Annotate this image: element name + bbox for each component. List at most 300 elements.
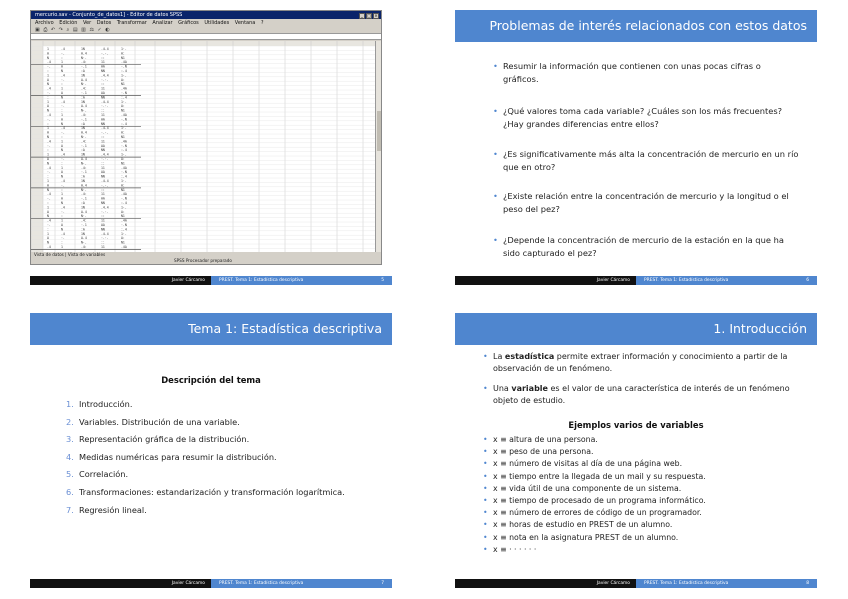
grid-cell-glyph: .4A — [121, 192, 127, 197]
grid-cell-glyph: .4A — [121, 165, 127, 170]
grid-cell-glyph: :: — [101, 187, 105, 192]
grid-cell-glyph: N·. — [81, 135, 87, 139]
grid-cell-glyph: 1·. — [121, 47, 127, 51]
grid-cell-glyph: N — [47, 161, 49, 166]
grid-cell-glyph: : — [61, 240, 63, 245]
grid-cell-glyph: 1 — [47, 179, 49, 183]
bullet-item — [493, 105, 799, 130]
grid-cell-glyph: A — [47, 77, 49, 82]
grid-cell-glyph: A — [47, 183, 49, 188]
grid-cell-glyph: N·. — [81, 187, 87, 192]
topic-item — [66, 399, 366, 410]
bullet-item — [483, 383, 801, 407]
topic-text: Medidas numéricas para resumir la distribución. — [79, 451, 277, 462]
footer — [30, 276, 392, 285]
bullet-text: La — [493, 352, 505, 361]
grid-cell-glyph: :.4 — [121, 69, 127, 73]
examples-title: Ejemplos varios de variables — [568, 420, 704, 430]
grid-cell-glyph: ·.·. — [101, 51, 109, 56]
bullet-icon: • — [483, 520, 488, 530]
spss-toolbar[interactable]: ▣ ⎙ ↶ ↷ ⌕ ▤ ▥ ⚖ ✓ ◐ — [31, 27, 381, 34]
topic-text: Representación gráfica de la distribución. — [79, 434, 250, 445]
grid-cell-glyph: 11 — [101, 86, 105, 91]
topic-text: Transformaciones: estandarización y transformación logarítmica. — [79, 486, 345, 497]
bullet-icon: • — [483, 447, 488, 457]
grid-cell-glyph: N1 — [121, 108, 125, 113]
grid-cell-glyph: ·.N — [121, 223, 127, 227]
example-item — [483, 507, 801, 519]
grid-cell-glyph: .4A — [121, 139, 127, 144]
grid-cell-glyph: NN — [101, 95, 105, 100]
grid-cell-glyph: A — [61, 196, 63, 201]
grid-cell-glyph: A — [61, 170, 63, 175]
grid-cell-glyph: AA — [101, 91, 105, 95]
example-text: x ≡ · · · · · · — [493, 544, 537, 554]
grid-cell-glyph: :A — [81, 174, 85, 179]
grid-cell-glyph: .4 — [47, 86, 51, 91]
scrollbar-thumb[interactable] — [377, 111, 381, 151]
grid-cell-glyph: .4: — [81, 60, 87, 65]
grid-cell-glyph: A — [61, 223, 63, 227]
topic-list — [66, 399, 366, 522]
footer — [455, 579, 817, 588]
grid-cell-glyph: :.4 — [121, 148, 127, 153]
grid-cell-glyph: 1N — [81, 152, 85, 157]
grid-cell-glyph: A: — [121, 236, 125, 241]
footer-author: Javier Cárcamo — [30, 276, 211, 285]
grid-cell-glyph: .4 — [47, 165, 51, 170]
bullet-icon: • — [483, 471, 488, 481]
grid-cell-glyph: .4 — [47, 218, 51, 223]
grid-cell-glyph: 1N — [81, 231, 85, 236]
grid-cell-glyph: 1 — [61, 86, 63, 91]
grid-cell-glyph: ·.N — [121, 196, 127, 201]
grid-cell-glyph: .4 — [61, 152, 65, 157]
grid-cell-glyph: N·. — [81, 82, 87, 87]
footer-course — [636, 579, 817, 588]
grid-cell-glyph: A: — [121, 104, 125, 109]
grid-cell-glyph: ·. — [61, 209, 65, 214]
keyword-estadistica: estadística — [504, 352, 555, 361]
grid-cell-glyph: 1 — [61, 139, 63, 144]
grid-cell-glyph: ·.1 — [81, 64, 87, 69]
grid-cell-glyph: 11 — [101, 245, 105, 249]
topic-text: Regresión lineal. — [79, 504, 147, 515]
example-text: x ≡ tiempo de procesado de un programa informático. — [493, 495, 706, 505]
grid-cell-glyph: : — [47, 69, 49, 73]
grid-cell-glyph: : — [47, 174, 49, 179]
footer-course — [211, 276, 392, 285]
grid-cell-glyph: 1 — [47, 99, 49, 104]
grid-cell-glyph: .4 — [61, 47, 65, 51]
grid-cell-glyph: .4A — [121, 218, 127, 223]
topic-item — [66, 452, 366, 463]
grid-cell-glyph: AA — [101, 117, 105, 122]
spss-data-grid[interactable] — [31, 41, 381, 253]
grid-cell-glyph: ·. — [47, 196, 51, 201]
grid-cell-glyph: ·.N — [121, 117, 127, 122]
grid-cell-glyph: ·. — [61, 104, 65, 109]
grid-cell-glyph: : — [61, 55, 63, 60]
grid-cell-glyph: NN — [101, 69, 105, 73]
grid-cell-glyph: .4.4 — [101, 231, 109, 236]
grid-cell-glyph: 1·. — [121, 126, 127, 131]
bullet-text: ¿Es significativamente más alta la concentración de mercurio en un río que en otro? — [503, 149, 799, 172]
footer-author: Javier Cárcamo — [455, 276, 636, 285]
slide-8 — [455, 313, 817, 588]
grid-cell-glyph: A.4 — [81, 183, 87, 188]
grid-cell-glyph: 11 — [101, 165, 105, 170]
page-number: 8 — [806, 581, 809, 586]
spss-window — [30, 10, 382, 265]
grid-cell-glyph: 1 — [61, 60, 63, 65]
grid-cell-glyph: ·. — [47, 117, 51, 122]
grid-cell-glyph: .4.4 — [101, 47, 109, 51]
slide-title: Problemas de interés relacionados con estos datos — [455, 10, 817, 42]
grid-cell-glyph: A — [47, 51, 49, 56]
topic-item — [66, 487, 366, 498]
grid-cell-glyph: A — [47, 209, 49, 214]
grid-cell-glyph: N — [61, 227, 63, 232]
topic-number: 2. — [66, 416, 74, 427]
bullet-icon: • — [493, 61, 498, 71]
grid-cell-glyph: N — [47, 214, 49, 219]
grid-cell-glyph: 1 — [61, 218, 63, 223]
footer-author: Javier Cárcamo — [30, 579, 211, 588]
bullet-item — [493, 190, 799, 215]
grid-cell-glyph: .4 — [47, 139, 51, 144]
topic-number: 3. — [66, 434, 74, 445]
vertical-scrollbar[interactable] — [375, 41, 381, 253]
grid-cell-glyph: : — [47, 95, 49, 100]
grid-cell-glyph: .4A — [121, 86, 127, 91]
grid-cell-glyph: : — [47, 121, 49, 126]
spss-menu-bar[interactable]: Archivo Edición Ver Datos Transformar Analizar Gráficos Utilidades Ventana ? — [35, 20, 264, 26]
grid-cell-glyph: N — [61, 148, 63, 153]
grid-cell-glyph: A — [47, 236, 49, 241]
grid-cell-glyph: : — [61, 161, 63, 166]
example-item — [483, 495, 801, 507]
grid-cell-glyph: .4: — [81, 139, 87, 144]
bullet-icon: • — [493, 191, 498, 201]
grid-cell-glyph: : — [61, 108, 63, 113]
grid-cell-glyph: .4.4 — [101, 73, 109, 78]
footer-course-text: PREST. Tema 1: Estadística descriptiva — [219, 581, 304, 586]
footer — [30, 579, 392, 588]
grid-cell-glyph: :.4 — [121, 121, 127, 126]
grid-cell-glyph: 1·. — [121, 152, 127, 157]
bullet-item — [493, 234, 799, 259]
grid-cell-glyph: NN — [101, 148, 105, 153]
bullet-icon: • — [483, 352, 488, 361]
grid-cell-glyph: A — [61, 91, 63, 95]
footer-course — [636, 276, 817, 285]
grid-cell-glyph: ·. — [61, 236, 65, 241]
status-text: SPSS Procesador preparado — [174, 258, 232, 263]
grid-cell-glyph: 1 — [61, 192, 63, 197]
grid-cell-glyph: .4A — [121, 113, 127, 117]
footer-course-text: PREST. Tema 1: Estadística descriptiva — [219, 278, 304, 283]
grid-cell-glyph: :.4 — [121, 201, 127, 205]
page-number: 7 — [381, 581, 384, 586]
grid-cell-glyph: .4.4 — [101, 205, 109, 210]
topic-item — [66, 417, 366, 428]
grid-cell-glyph: .4A — [121, 60, 127, 65]
bullet-icon: • — [483, 495, 488, 505]
slide-7 — [30, 313, 392, 588]
grid-cell-glyph: A: — [121, 77, 125, 82]
grid-cell-glyph: : — [61, 214, 63, 219]
column-header-row — [31, 41, 381, 46]
grid-cell-glyph: .4 — [61, 179, 65, 183]
bullet-icon: • — [483, 459, 488, 469]
spss-status-area — [31, 252, 381, 264]
grid-cell-glyph: 1 — [61, 165, 63, 170]
bullet-item — [483, 351, 801, 375]
footer — [455, 276, 817, 285]
grid-cell-glyph: N — [61, 174, 63, 179]
grid-cell-glyph: 1N — [81, 126, 85, 131]
example-text: x ≡ altura de una persona. — [493, 435, 598, 444]
grid-cell-glyph: N — [61, 121, 63, 126]
bullet-icon: • — [493, 149, 498, 159]
topic-text: Variables. Distribución de una variable. — [79, 416, 240, 427]
page-number: 5 — [381, 278, 384, 283]
grid-cell-glyph: .4: — [81, 218, 87, 223]
grid-cell-glyph: 11 — [101, 192, 105, 197]
grid-cell-glyph: ·. — [61, 77, 65, 82]
grid-cell-glyph: .4: — [81, 245, 87, 249]
grid-cell-glyph: .4 — [61, 73, 65, 78]
grid-cell-glyph: N·. — [81, 214, 87, 219]
grid-cell-glyph: ·.·. — [101, 236, 109, 241]
topic-item — [66, 505, 366, 516]
example-text: x ≡ número de errores de código de un programador. — [493, 508, 702, 518]
grid-cell-glyph: 1N — [81, 99, 85, 104]
grid-cell-glyph: : — [61, 82, 63, 87]
bullet-text: Resumir la información que contienen con unas pocas cifras o gráficos. — [503, 61, 761, 84]
example-item — [483, 458, 801, 470]
grid-cell-glyph: ·.1 — [81, 196, 87, 201]
grid-cell-glyph: .4 — [47, 245, 51, 249]
grid-cell-glyph: ·. — [61, 130, 65, 135]
topic-number: 1. — [66, 399, 74, 409]
grid-cell-glyph: .4 — [47, 192, 51, 197]
grid-cell-glyph: N·. — [81, 108, 87, 113]
grid-cell-glyph: .4.4 — [101, 99, 109, 104]
grid-cell-glyph: .4 — [47, 60, 51, 65]
slide-6 — [455, 10, 817, 285]
grid-cell-glyph: ·.·. — [101, 209, 109, 214]
footer-course — [211, 579, 392, 588]
bullet-item — [493, 60, 799, 85]
grid-cell-glyph: A — [61, 64, 63, 69]
bullet-text: Una — [493, 384, 512, 393]
grid-cell-glyph: N1 — [121, 214, 125, 219]
footer-course-text: PREST. Tema 1: Estadística descriptiva — [644, 278, 729, 283]
spss-title-bar — [31, 11, 381, 19]
example-item — [483, 483, 801, 495]
grid-cell-glyph: : — [61, 135, 63, 139]
grid-cell-glyph: 1·. — [121, 231, 127, 236]
topic-number: 6. — [66, 486, 74, 497]
bullet-icon: • — [483, 483, 488, 493]
grid-cell-glyph: N — [47, 187, 49, 192]
grid-cell-glyph: NN — [101, 174, 105, 179]
grid-cell-glyph: A.4 — [81, 51, 87, 56]
slide-5 — [30, 10, 392, 285]
topic-number: 4. — [66, 451, 74, 462]
grid-cell-glyph: A.4 — [81, 130, 87, 135]
grid-cell-glyph: :: — [101, 240, 105, 245]
grid-cell-glyph: :A — [81, 227, 85, 232]
grid-cell-glyph: 1 — [47, 126, 49, 131]
grid-cell-glyph: N — [61, 95, 63, 100]
bullet-icon: • — [493, 235, 498, 245]
grid-cell-glyph: N — [47, 55, 49, 60]
grid-cell-glyph: A.4 — [81, 77, 87, 82]
grid-cell-glyph: N·. — [81, 240, 87, 245]
grid-cell-glyph: : — [61, 187, 63, 192]
grid-cell-glyph: N·. — [81, 55, 87, 60]
example-item — [483, 544, 801, 556]
grid-cell-glyph: :A — [81, 201, 85, 205]
grid-cell-glyph: N1 — [121, 82, 125, 87]
grid-cell-glyph: ·.N — [121, 91, 127, 95]
bullet-icon: • — [493, 106, 498, 116]
grid-cell-glyph: 11 — [101, 113, 105, 117]
grid-cell-glyph: 1 — [61, 113, 63, 117]
grid-cell-glyph: N·. — [81, 161, 87, 166]
example-item — [483, 519, 801, 531]
example-text: x ≡ horas de estudio en PREST de un alumno. — [493, 520, 673, 530]
grid-cell-glyph: N1 — [121, 187, 125, 192]
grid-cell-glyph: AA — [101, 170, 105, 175]
grid-cell-glyph: .4 — [47, 113, 51, 117]
grid-cell-glyph: ·.1 — [81, 170, 87, 175]
grid-cell-glyph: :: — [101, 108, 105, 113]
grid-cell-glyph: : — [47, 201, 49, 205]
slide-title: Tema 1: Estadística descriptiva — [30, 313, 392, 345]
close-icon[interactable]: × — [374, 13, 378, 18]
grid-cell-glyph: :: — [101, 214, 105, 219]
grid-cell-glyph: 1·. — [121, 179, 127, 183]
page-number: 6 — [806, 278, 809, 283]
topic-number: 7. — [66, 504, 74, 515]
grid-cell-glyph: A — [47, 130, 49, 135]
example-text: x ≡ peso de una persona. — [493, 447, 594, 457]
grid-cell-glyph: ·.1 — [81, 91, 87, 95]
grid-cell-glyph: 1 — [47, 205, 49, 210]
grid-cell-glyph: ·.·. — [101, 130, 109, 135]
grid-cell-glyph: ·. — [47, 170, 51, 175]
example-item — [483, 471, 801, 483]
grid-cell-glyph: ·.1 — [81, 223, 87, 227]
grid-cell-glyph: :.4 — [121, 174, 127, 179]
examples-list — [483, 434, 801, 556]
bullet-item — [493, 148, 799, 173]
minimize-icon[interactable]: _ — [361, 13, 363, 18]
grid-cell-glyph: A.4 — [81, 157, 87, 161]
topic-number: 5. — [66, 469, 74, 480]
topic-text: Correlación. — [79, 469, 129, 480]
grid-cell-glyph: : — [47, 227, 49, 232]
grid-cell-glyph: ·. — [61, 183, 65, 188]
grid-cell-glyph: NN — [101, 227, 105, 232]
grid-cell-glyph: .4: — [81, 165, 87, 170]
slide-title: 1. Introducción — [455, 313, 817, 345]
grid-cell-glyph: N1 — [121, 135, 125, 139]
grid-cell-glyph: N1 — [121, 240, 125, 245]
bullet-icon: • — [483, 384, 488, 393]
grid-cell-glyph: ·.·. — [101, 183, 109, 188]
grid-cell-glyph: ·. — [47, 91, 51, 95]
grid-cell-glyph: .4 — [61, 99, 65, 104]
example-text: x ≡ vida útil de una componente de un sistema. — [493, 483, 682, 493]
grid-cell-glyph: 1 — [61, 245, 63, 249]
section-subtitle: Descripción del tema — [161, 375, 261, 385]
grid-cell-glyph: .4.4 — [101, 179, 109, 183]
grid-cell-glyph: 1N — [81, 179, 85, 183]
grid-cell-glyph: .4: — [81, 192, 87, 197]
grid-cell-glyph: :A — [81, 95, 85, 100]
grid-cell-glyph: AA — [101, 143, 105, 148]
grid-cell-glyph: N — [47, 135, 49, 139]
bullet-icon: • — [483, 544, 488, 554]
view-tabs[interactable]: Vista de datos | Vista de variables — [34, 252, 106, 257]
spss-cell-editor[interactable] — [31, 34, 381, 40]
grid-cell-glyph: :: — [101, 161, 105, 166]
topic-item — [66, 469, 366, 480]
topic-text: Introducción. — [79, 399, 133, 409]
grid-cell-glyph: 1N — [81, 73, 85, 78]
bullet-text: es el valor de una característica de interés de un fenómeno objeto de estudio. — [493, 384, 790, 405]
grid-cell-glyph: .4.4 — [101, 152, 109, 157]
grid-cell-glyph: ·. — [47, 223, 51, 227]
grid-cell-glyph: :: — [101, 82, 105, 87]
grid-cell-glyph: :: — [101, 55, 105, 60]
grid-cell-glyph: ·. — [47, 143, 51, 148]
grid-cell-glyph: 1 — [47, 231, 49, 236]
grid-cell-glyph: AA — [101, 196, 105, 201]
grid-cell-glyph: N — [61, 69, 63, 73]
bullet-icon: • — [483, 532, 488, 542]
maximize-icon[interactable]: □ — [367, 13, 371, 18]
grid-cell-glyph: ·.1 — [81, 117, 87, 122]
grid-cell-glyph: A: — [121, 183, 125, 188]
grid-cell-glyph: :A — [81, 148, 85, 153]
example-text: x ≡ número de visitas al día de una página web. — [493, 459, 683, 469]
example-item — [483, 446, 801, 458]
bullet-text: ¿Existe relación entre la concentración de mercurio y la longitud o el peso del pez? — [503, 191, 789, 214]
example-text: x ≡ nota en la asignatura PREST de un alumno. — [493, 532, 679, 542]
grid-cell-glyph: NN — [101, 201, 105, 205]
grid-cell-glyph: N — [47, 108, 49, 113]
example-text: x ≡ tiempo entre la llegada de un mail y su respuesta. — [493, 471, 706, 481]
grid-cell-glyph: ·.·. — [101, 77, 109, 82]
keyword-variable: variable — [511, 384, 548, 393]
grid-cell-glyph: 1 — [47, 152, 49, 157]
grid-cell-glyph: .4: — [81, 86, 87, 91]
spss-window-title: mercurio.sav - Conjunto_de_datos1] - Editor de datos SPSS — [35, 12, 183, 18]
grid-cell-glyph: 11 — [101, 218, 105, 223]
example-item — [483, 434, 801, 446]
grid-cell-glyph: N — [61, 201, 63, 205]
grid-cell-glyph: A — [47, 104, 49, 109]
bullet-icon: • — [483, 435, 488, 444]
grid-cell-glyph: ·.N — [121, 143, 127, 148]
bullet-text: permite extraer información y conocimiento a partir de la observación de un fenómeno. — [493, 352, 788, 373]
